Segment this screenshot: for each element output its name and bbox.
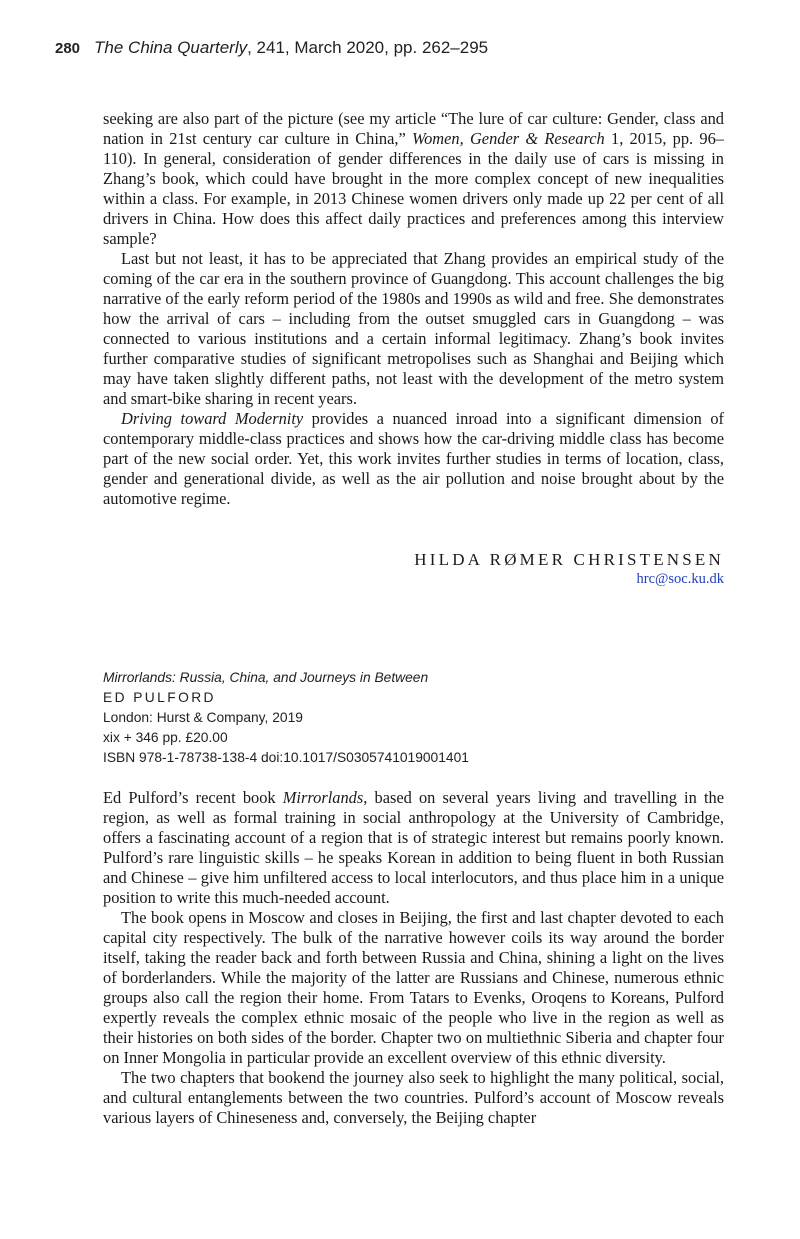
- reviewer-email-link[interactable]: hrc@soc.ku.dk: [636, 571, 724, 587]
- book-author: ED PULFORD: [103, 690, 216, 705]
- review-2-paragraph-2: The book opens in Moscow and closes in Beijing, the first and last chapter devoted to each capital city respectively. The bulk of the narrative however coils its way around the border itself, taking the reader back and forth between Russia and China, shining a light on the lives of borderlanders. While the majority of the latter are Russians and Chinese, numerous ethnic groups also call the region their home. From Tatars to Evenks, Oroqens to Koreans, Pulford expertly reveals the complex ethnic mosaic of the people who live in the region as well as their histories on both sides of the border. Chapter two on multiethnic Siberia and chapter four on Inner Mongolia in particular provide an excellent overview of this ethnic diversity.: [103, 908, 724, 1067]
- text-run: Ed Pulford’s recent book: [103, 788, 283, 807]
- review-2-body: [103, 788, 724, 1128]
- text-run: 1, 2015, pp. 96–110). In general, consideration of gender differences in the daily use of cars is missing in Zhang’s book, which could have brought in the more complex concept of new inequalities within a class. For example, in 2013 Chinese women drivers only made up 22 per cent of all drivers in China. How does this affect daily practices and preferences among this interview sample?: [103, 129, 724, 248]
- reviewer-signature: [414, 550, 724, 588]
- review-1-body: [103, 109, 724, 509]
- text-run: , based on several years living and travelling in the region, as well as formal training in social anthropology at the University of Cambridge, offers a fascinating account of a region that is of strategic interest but remains poorly known. Pulford’s rare linguistic skills – he speaks Korean in addition to being fluent in both Russian and Chinese – give him unfiltered access to local interlocutors, and thus place him in a unique position to write this much-needed account.: [103, 788, 724, 907]
- book-title-reference: Mirrorlands: [282, 788, 364, 807]
- book-details: [103, 668, 469, 768]
- journal-title: The China Quarterly: [94, 38, 248, 57]
- book-publisher: London: Hurst & Company, 2019: [103, 710, 303, 725]
- review-1-paragraph-2: Last but not least, it has to be appreciated that Zhang provides an empirical study of the coming of the car era in the southern province of Guangdong. This account challenges the big narrative of the early reform period of the 1980s and 1990s as wild and free. She demonstrates how the arrival of cars – including from the outset smuggled cars in Guangdong – was connected to various institutions and a certain informal legitimacy. Zhang’s book invites further comparative studies of significant metropolises such as Shanghai and Beijing which may have taken slightly different paths, not least with the development of the metro system and smart-bike sharing in recent years.: [103, 249, 724, 408]
- review-2-paragraph-3: The two chapters that bookend the journey also seek to highlight the many political, social, and cultural entanglements between the two countries. Pulford’s account of Moscow reveals various layers of Chineseness and, conversely, the Beijing chapter: [103, 1068, 724, 1127]
- book-isbn-doi: ISBN 978-1-78738-138-4 doi:10.1017/S0305741019001401: [103, 750, 469, 765]
- review-1-paragraph-1: [103, 109, 724, 249]
- text-run: seeking are also part of the picture (see my article “The lure of car culture: Gender, class and nation in 21st century car culture in China,”: [103, 109, 724, 148]
- journal-citation-title: Women, Gender & Research: [411, 129, 605, 148]
- page-number: 280: [55, 40, 81, 57]
- review-2-paragraph-1: [103, 788, 724, 908]
- book-title-reference: Driving toward Modernity: [121, 409, 304, 428]
- text-run: provides a nuanced inroad into a significant dimension of contemporary middle-class practices and shows how the car-driving middle class has become part of the new social order. Yet, this work invites further studies in terms of location, class, gender and generational divide, as well as the air pollution and noise brought about by the automotive regime.: [103, 409, 724, 508]
- journal-issue: , 241, March 2020, pp. 262–295: [247, 38, 489, 57]
- running-head: [55, 38, 488, 58]
- reviewer-name: HILDA RØMER CHRISTENSEN: [414, 550, 724, 569]
- book-title: Mirrorlands: Russia, China, and Journeys in Between: [103, 670, 429, 685]
- review-1-paragraph-3: [103, 409, 724, 509]
- book-pages-price: xix + 346 pp. £20.00: [103, 730, 228, 745]
